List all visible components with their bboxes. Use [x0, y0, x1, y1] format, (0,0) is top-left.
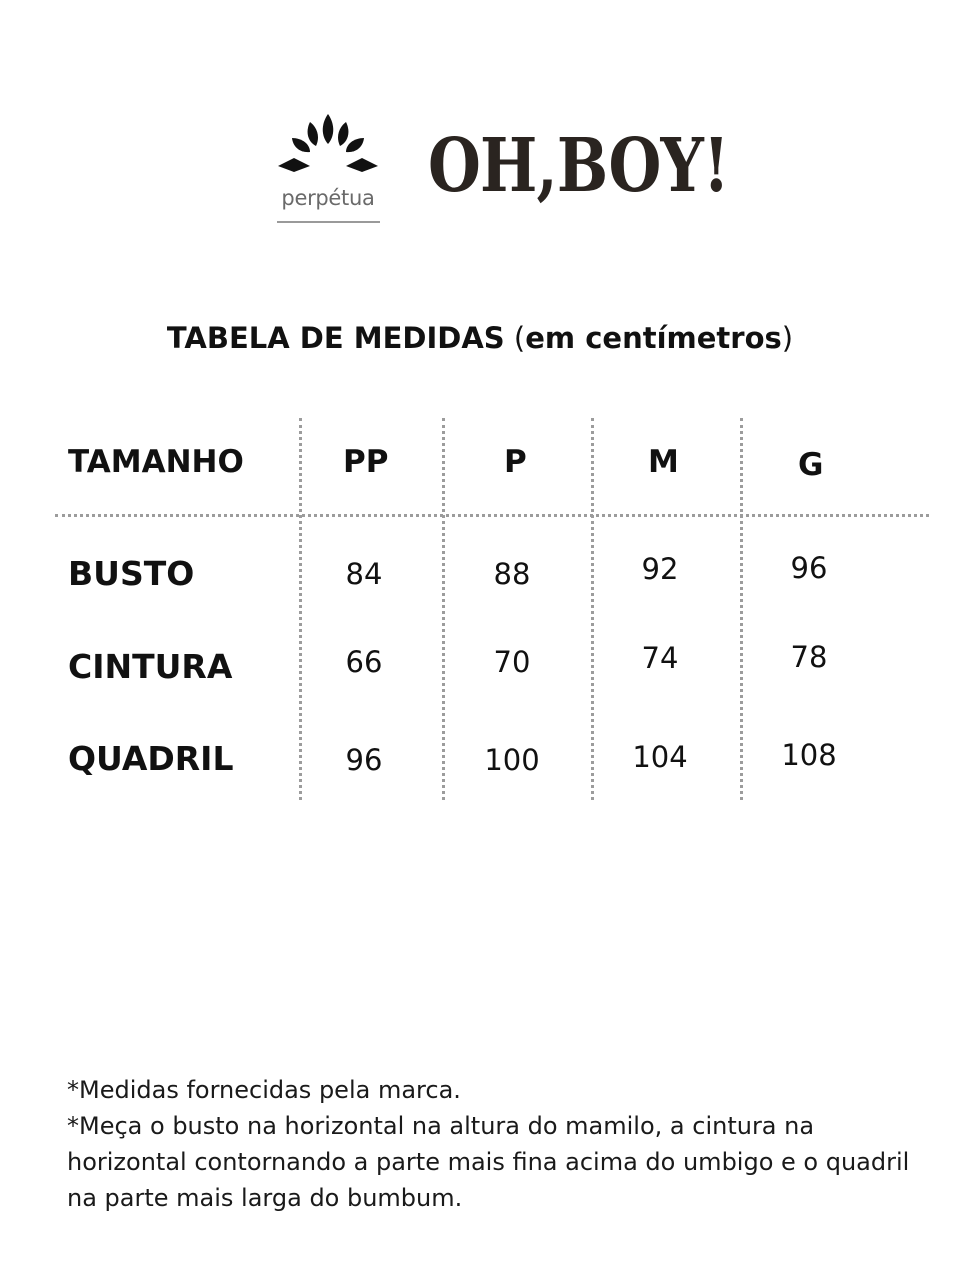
header-size-m: M [648, 444, 679, 480]
title-main: TABELA DE MEDIDAS [166, 321, 505, 355]
page-title [0, 318, 960, 358]
row-label-cintura: CINTURA [68, 647, 233, 686]
row-label-quadril: QUADRIL [68, 739, 234, 778]
perpetua-wordmark: perpétua [281, 186, 375, 210]
table-cell: 70 [493, 645, 531, 679]
header-size-label: TAMANHO [68, 444, 244, 480]
header-size-p: P [504, 444, 527, 480]
column-divider [442, 418, 445, 800]
column-divider [299, 418, 302, 800]
footnote: *Medidas fornecidas pela marca. [67, 1076, 461, 1104]
table-cell: 92 [641, 552, 679, 586]
column-divider [591, 418, 594, 800]
table-cell: 96 [345, 743, 383, 777]
perpetua-underline [277, 221, 380, 223]
table-cell: 100 [484, 743, 540, 777]
ohboy-logo: OH,BOY! [428, 123, 729, 209]
row-label-busto: BUSTO [68, 554, 195, 593]
footnote: *Meça o busto na horizontal na altura do mamilo, a cintura na horizontal contornando a parte mais fina acima do umbigo e o quadril na parte mais larga do bumbum. [67, 1112, 910, 1212]
title-paren-close: ) [781, 321, 794, 355]
table-cell: 104 [632, 740, 688, 774]
table-cell: 78 [790, 640, 828, 674]
lotus-icon [272, 110, 384, 186]
table-cell: 74 [641, 641, 679, 675]
table-cell: 88 [493, 557, 531, 591]
table-cell: 66 [345, 645, 383, 679]
header-size-pp: PP [343, 444, 389, 480]
title-unit: em centímetros [525, 321, 782, 355]
header-size-g: G [798, 447, 824, 483]
footnotes [67, 1072, 927, 1216]
table-cell: 84 [345, 557, 383, 591]
title-paren-open: ( [513, 321, 526, 355]
header-divider [55, 514, 929, 517]
table-cell: 96 [790, 551, 828, 585]
column-divider [740, 418, 743, 800]
perpetua-logo [272, 110, 384, 228]
table-cell: 108 [781, 738, 837, 772]
